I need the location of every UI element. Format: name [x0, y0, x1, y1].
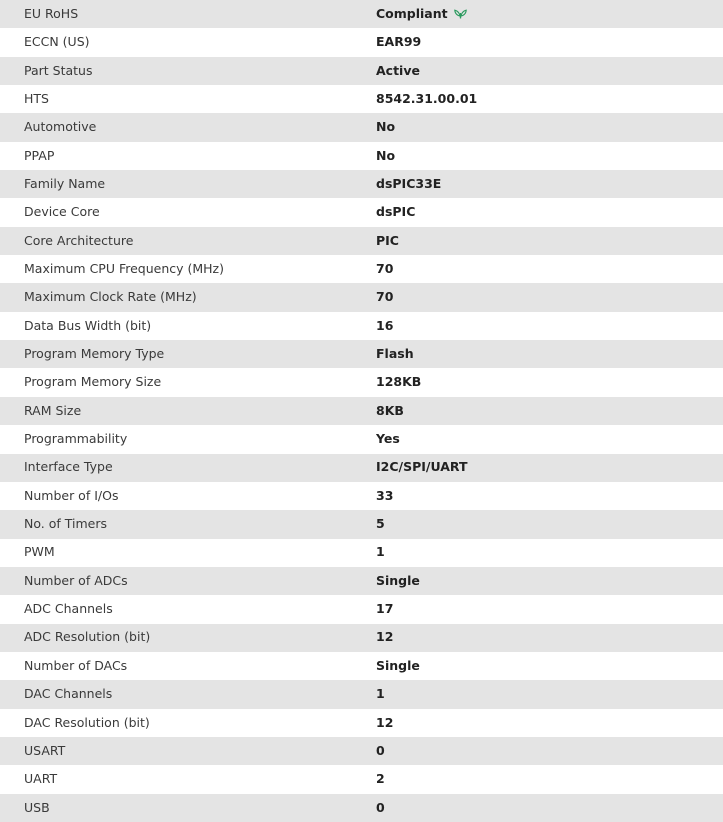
spec-label: USB [24, 799, 50, 815]
spec-label: HTS [24, 90, 49, 106]
spec-row-hts [0, 85, 723, 113]
spec-row-data-bus-width-bit [0, 312, 723, 340]
spec-value-cell [376, 85, 723, 113]
spec-value-cell [376, 28, 723, 56]
spec-value: Active [376, 62, 420, 78]
spec-row-eu-rohs [0, 0, 723, 28]
spec-value: 12 [376, 629, 394, 645]
spec-label: ADC Resolution (bit) [24, 629, 151, 645]
spec-label: DAC Channels [24, 686, 113, 702]
spec-row-pwm [0, 539, 723, 567]
spec-value-cell [376, 482, 723, 510]
spec-value-cell [376, 624, 723, 652]
spec-value-cell [376, 652, 723, 680]
spec-value: Flash [376, 346, 414, 362]
spec-label: Number of DACs [24, 657, 128, 673]
spec-row-interface-type [0, 454, 723, 482]
spec-value: EAR99 [376, 34, 422, 50]
spec-value: Compliant [376, 5, 448, 21]
spec-label: Part Status [24, 62, 93, 78]
spec-value: Yes [376, 431, 400, 447]
spec-label: No. of Timers [24, 516, 107, 532]
spec-value-cell [376, 765, 723, 793]
spec-value: Single [376, 657, 420, 673]
spec-value-cell [376, 680, 723, 708]
spec-value-cell [376, 567, 723, 595]
spec-value-cell [376, 425, 723, 453]
leaf-icon [454, 9, 467, 19]
spec-value: 17 [376, 601, 394, 617]
spec-label: UART [24, 771, 58, 787]
spec-row-usart [0, 737, 723, 765]
spec-value: Single [376, 572, 420, 588]
spec-label: Core Architecture [24, 232, 134, 248]
spec-label: ECCN (US) [24, 34, 90, 50]
spec-label: Device Core [24, 204, 100, 220]
spec-row-program-memory-size [0, 368, 723, 396]
spec-value: I2C/SPI/UART [376, 459, 468, 475]
spec-value-cell [376, 368, 723, 396]
spec-value-cell [376, 283, 723, 311]
spec-value-cell [376, 113, 723, 141]
spec-value: 70 [376, 261, 394, 277]
spec-label: Programmability [24, 431, 128, 447]
spec-row-dac-channels [0, 680, 723, 708]
spec-label: ADC Channels [24, 601, 113, 617]
spec-row-number-of-i-os [0, 482, 723, 510]
spec-value-cell [376, 737, 723, 765]
spec-value-cell [376, 198, 723, 226]
spec-value: 0 [376, 742, 385, 758]
spec-value: 1 [376, 544, 385, 560]
spec-row-maximum-cpu-frequency-mhz [0, 255, 723, 283]
spec-row-number-of-dacs [0, 652, 723, 680]
spec-row-family-name [0, 170, 723, 198]
spec-value: dsPIC [376, 204, 416, 220]
spec-value: 128KB [376, 374, 422, 390]
spec-value: 2 [376, 771, 385, 787]
spec-label: Number of I/Os [24, 487, 119, 503]
spec-row-automotive [0, 113, 723, 141]
spec-value-cell [376, 794, 723, 822]
spec-value: 70 [376, 289, 394, 305]
spec-row-part-status [0, 57, 723, 85]
spec-value: 8542.31.00.01 [376, 90, 478, 106]
spec-value: dsPIC33E [376, 175, 442, 191]
spec-label: Family Name [24, 175, 106, 191]
spec-value: 8KB [376, 402, 404, 418]
spec-row-programmability [0, 425, 723, 453]
spec-label: Interface Type [24, 459, 113, 475]
spec-row-core-architecture [0, 227, 723, 255]
spec-label: Number of ADCs [24, 572, 128, 588]
spec-label: Program Memory Size [24, 374, 162, 390]
spec-label: Program Memory Type [24, 346, 165, 362]
spec-value-cell [376, 0, 723, 28]
spec-value: 33 [376, 487, 394, 503]
spec-row-eccn-us [0, 28, 723, 56]
spec-value-cell [376, 142, 723, 170]
spec-label: EU RoHS [24, 5, 79, 21]
spec-value-cell [376, 595, 723, 623]
spec-label: RAM Size [24, 402, 82, 418]
spec-label: DAC Resolution (bit) [24, 714, 150, 730]
spec-label: Maximum CPU Frequency (MHz) [24, 261, 224, 277]
spec-row-no-of-timers [0, 510, 723, 538]
spec-label: USART [24, 742, 66, 758]
spec-label: PWM [24, 544, 55, 560]
spec-value-cell [376, 397, 723, 425]
spec-value: No [376, 119, 396, 135]
spec-value: PIC [376, 232, 399, 248]
spec-value-cell [376, 709, 723, 737]
spec-row-program-memory-type [0, 340, 723, 368]
spec-value: 5 [376, 516, 385, 532]
spec-row-adc-resolution-bit [0, 624, 723, 652]
spec-value: 16 [376, 317, 394, 333]
spec-value-cell [376, 340, 723, 368]
spec-value-cell [376, 170, 723, 198]
spec-row-maximum-clock-rate-mhz [0, 283, 723, 311]
spec-value-cell [376, 312, 723, 340]
spec-value-cell [376, 454, 723, 482]
spec-value: No [376, 147, 396, 163]
spec-label: Data Bus Width (bit) [24, 317, 152, 333]
spec-row-usb [0, 794, 723, 822]
spec-label: Automotive [24, 119, 97, 135]
spec-row-uart [0, 765, 723, 793]
spec-value-cell [376, 510, 723, 538]
spec-value: 0 [376, 799, 385, 815]
spec-row-number-of-adcs [0, 567, 723, 595]
spec-value-cell [376, 57, 723, 85]
spec-row-ppap [0, 142, 723, 170]
spec-row-ram-size [0, 397, 723, 425]
spec-value-cell [376, 539, 723, 567]
spec-row-adc-channels [0, 595, 723, 623]
spec-label: PPAP [24, 147, 55, 163]
spec-value-cell [376, 255, 723, 283]
spec-row-dac-resolution-bit [0, 709, 723, 737]
spec-value-cell [376, 227, 723, 255]
spec-value: 1 [376, 686, 385, 702]
spec-label: Maximum Clock Rate (MHz) [24, 289, 197, 305]
spec-value: 12 [376, 714, 394, 730]
spec-row-device-core [0, 198, 723, 226]
